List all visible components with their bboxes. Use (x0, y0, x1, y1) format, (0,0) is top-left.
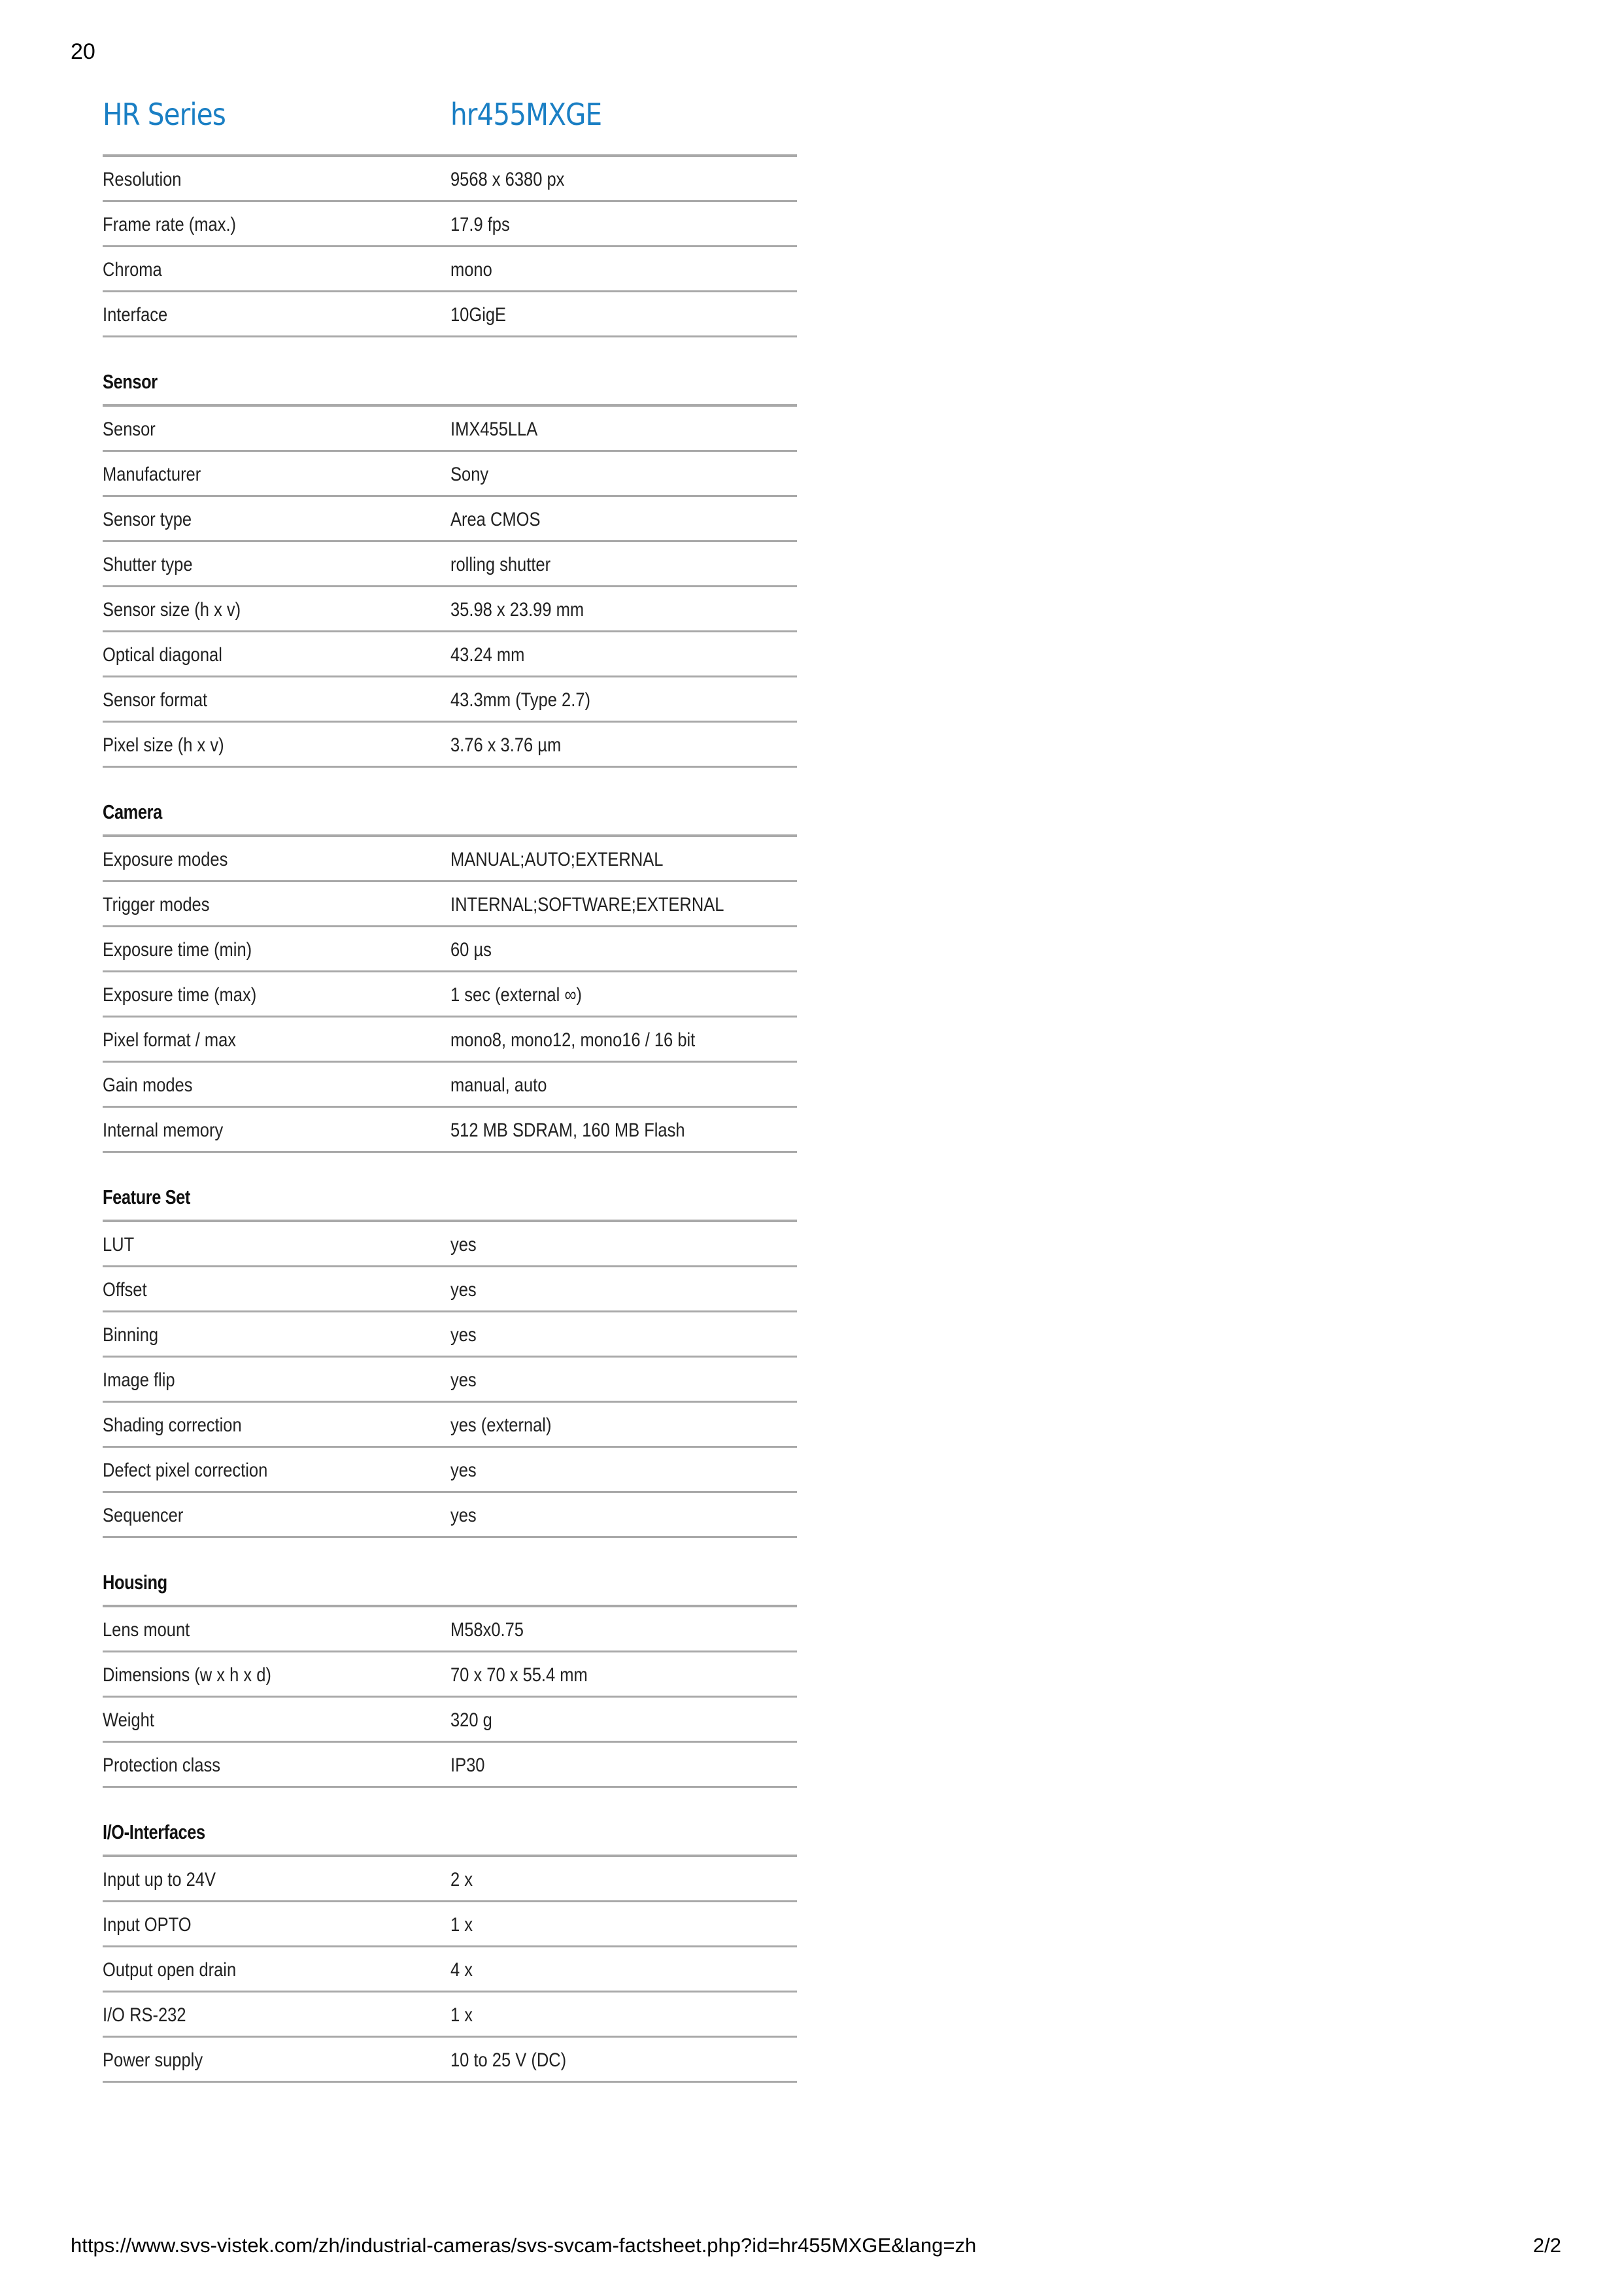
overview-table (103, 157, 797, 337)
spec-label: Trigger modes (103, 894, 210, 915)
spec-section (103, 1788, 797, 2083)
spec-value: 2 x (450, 1869, 473, 1890)
spec-row (103, 972, 797, 1018)
series-title: HR Series (103, 97, 226, 132)
spec-section (103, 768, 797, 1153)
spec-label: Interface (103, 304, 168, 326)
spec-label: I/O RS-232 (103, 2004, 186, 2026)
spec-label: Internal memory (103, 1120, 224, 1141)
footer-url: https://www.svs-vistek.com/zh/industrial-cameras/svs-svcam-factsheet.php?id=hr455MXGE&lang=zh (71, 2234, 977, 2257)
spec-value: 17.9 fps (450, 214, 510, 235)
spec-row (103, 587, 797, 632)
section-title (103, 1538, 797, 1607)
spec-row (103, 1312, 797, 1358)
spec-row (103, 1902, 797, 1947)
spec-value: 35.98 x 23.99 mm (450, 599, 584, 621)
spec-value: 43.24 mm (450, 644, 525, 666)
spec-label: Optical diagonal (103, 644, 222, 666)
section-title (103, 1788, 797, 1857)
spec-label: Resolution (103, 169, 182, 190)
spec-value: 1 x (450, 1914, 473, 1936)
spec-value: 1 sec (external ∞) (450, 984, 583, 1006)
section-title-text: Sensor (103, 370, 158, 393)
spec-value: 4 x (450, 1959, 473, 1981)
spec-label: Weight (103, 1709, 154, 1731)
spec-row (103, 927, 797, 972)
spec-label: Exposure time (min) (103, 939, 252, 961)
spec-value: 3.76 x 3.76 µm (450, 734, 562, 756)
spec-row (103, 292, 797, 337)
spec-value: 512 MB SDRAM, 160 MB Flash (450, 1120, 685, 1141)
spec-value: mono (450, 259, 492, 281)
section-title (103, 1153, 797, 1222)
spec-label: Shutter type (103, 554, 193, 575)
spec-row (103, 1063, 797, 1108)
spec-value: 10GigE (450, 304, 507, 326)
section-title-text: Camera (103, 800, 162, 823)
spec-row (103, 1947, 797, 1993)
spec-row (103, 452, 797, 497)
spec-row (103, 1018, 797, 1063)
spec-section (103, 1538, 797, 1788)
spec-value: yes (450, 1324, 477, 1346)
spec-value: manual, auto (450, 1074, 547, 1096)
spec-value: 70 x 70 x 55.4 mm (450, 1664, 588, 1686)
spec-value: 9568 x 6380 px (450, 169, 565, 190)
spec-row (103, 1652, 797, 1698)
spec-row (103, 677, 797, 723)
spec-value: yes (450, 1279, 477, 1301)
spec-row (103, 1403, 797, 1448)
spec-value: 1 x (450, 2004, 473, 2026)
spec-row (103, 542, 797, 587)
spec-value: M58x0.75 (450, 1619, 524, 1641)
spec-label: Image flip (103, 1369, 175, 1391)
spec-label: Power supply (103, 2049, 203, 2071)
spec-label: Input up to 24V (103, 1869, 216, 1890)
spec-row (103, 1267, 797, 1312)
spec-label: Dimensions (w x h x d) (103, 1664, 271, 1686)
spec-row (103, 1857, 797, 1902)
spec-section (103, 1153, 797, 1538)
section-title (103, 337, 797, 407)
spec-value: yes (450, 1505, 477, 1526)
spec-value: yes (450, 1460, 477, 1481)
spec-label: Shading correction (103, 1414, 242, 1436)
spec-row (103, 1698, 797, 1743)
spec-value: yes (450, 1234, 477, 1256)
spec-row (103, 1448, 797, 1493)
spec-row (103, 1607, 797, 1652)
spec-label: Input OPTO (103, 1914, 192, 1936)
section-title-text: I/O-Interfaces (103, 1821, 205, 1843)
spec-value: yes (450, 1369, 477, 1391)
spec-row (103, 1743, 797, 1788)
spec-label: Binning (103, 1324, 159, 1346)
spec-row (103, 882, 797, 927)
page-corner-label: 20 (71, 39, 95, 64)
section-title-text: Housing (103, 1571, 167, 1594)
spec-value: Area CMOS (450, 509, 541, 530)
spec-sections (103, 337, 797, 2083)
spec-row (103, 632, 797, 677)
section-title (103, 768, 797, 837)
spec-label: Chroma (103, 259, 162, 281)
spec-row (103, 157, 797, 202)
section-title-text: Feature Set (103, 1186, 190, 1208)
model-title: hr455MXGE (450, 97, 602, 132)
spec-label: Sensor type (103, 509, 192, 530)
factsheet (103, 90, 797, 2083)
spec-value: yes (external) (450, 1414, 552, 1436)
spec-row (103, 1222, 797, 1267)
spec-row (103, 202, 797, 247)
spec-label: Pixel format / max (103, 1029, 237, 1051)
factsheet-header (103, 90, 797, 157)
spec-section (103, 337, 797, 768)
spec-value: 10 to 25 V (DC) (450, 2049, 567, 2071)
spec-label: Exposure time (max) (103, 984, 257, 1006)
spec-row (103, 2038, 797, 2083)
spec-label: Sequencer (103, 1505, 184, 1526)
spec-row (103, 1493, 797, 1538)
spec-label: Exposure modes (103, 849, 228, 870)
spec-value: mono8, mono12, mono16 / 16 bit (450, 1029, 696, 1051)
spec-row (103, 247, 797, 292)
spec-row (103, 497, 797, 542)
spec-label: Manufacturer (103, 464, 201, 485)
spec-label: Pixel size (h x v) (103, 734, 224, 756)
spec-value: INTERNAL;SOFTWARE;EXTERNAL (450, 894, 724, 915)
spec-label: LUT (103, 1234, 135, 1256)
spec-label: Protection class (103, 1754, 221, 1776)
spec-value: MANUAL;AUTO;EXTERNAL (450, 849, 664, 870)
spec-value: Sony (450, 464, 489, 485)
spec-label: Sensor size (h x v) (103, 599, 241, 621)
spec-label: Sensor format (103, 689, 208, 711)
spec-label: Gain modes (103, 1074, 193, 1096)
spec-label: Lens mount (103, 1619, 190, 1641)
spec-row (103, 837, 797, 882)
spec-value: IP30 (450, 1754, 485, 1776)
footer-page-number: 2/2 (1532, 2234, 1561, 2257)
spec-label: Sensor (103, 419, 156, 440)
spec-label: Output open drain (103, 1959, 237, 1981)
spec-value: rolling shutter (450, 554, 551, 575)
spec-label: Defect pixel correction (103, 1460, 268, 1481)
spec-row (103, 1358, 797, 1403)
spec-row (103, 723, 797, 768)
spec-value: IMX455LLA (450, 419, 538, 440)
spec-label: Offset (103, 1279, 147, 1301)
spec-label: Frame rate (max.) (103, 214, 237, 235)
spec-value: 60 µs (450, 939, 492, 961)
spec-value: 320 g (450, 1709, 492, 1731)
spec-row (103, 1108, 797, 1153)
spec-row (103, 1993, 797, 2038)
spec-row (103, 407, 797, 452)
spec-value: 43.3mm (Type 2.7) (450, 689, 591, 711)
